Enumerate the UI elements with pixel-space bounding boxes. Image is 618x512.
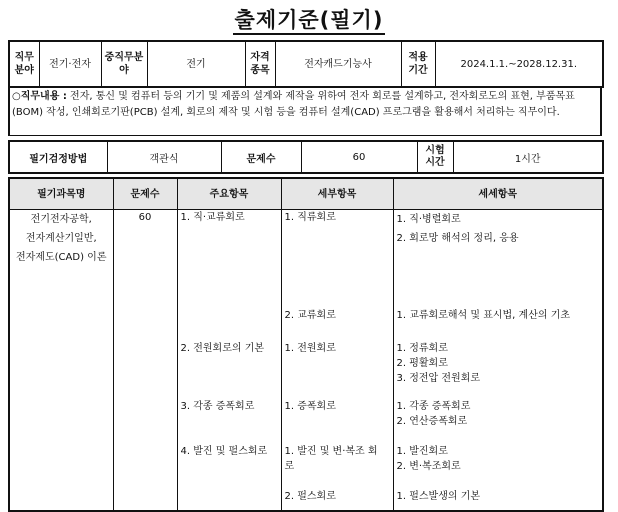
duty-label: ○직무내용 : (12, 91, 67, 102)
method-value: 객관식 (107, 141, 221, 173)
question-count: 60 (138, 212, 152, 223)
sub-item: 1. 직·병렬회로 2. 회로망 해석의 정리, 응용 (396, 214, 519, 244)
method-label: 필기검정방법 (9, 141, 107, 173)
subfield-value: 전기 (147, 41, 245, 87)
detail-item: 1. 증폭회로 (284, 401, 336, 412)
duty-description (8, 88, 602, 136)
detail-items-cell (281, 210, 393, 512)
table-row (9, 210, 603, 512)
sub-item: 1. 각종 증폭회로 2. 연산증폭회로 (396, 401, 471, 427)
cert-value: 전자캐드기능사 (275, 41, 401, 87)
header-count: 문제수 (113, 178, 177, 210)
sub-item: 1. 교류회로해석 및 표시법, 계산의 기초 (396, 310, 571, 321)
detail-item: 1. 직류회로 (284, 212, 336, 223)
field-value: 전기·전자 (39, 41, 101, 87)
detail-item: 2. 교류회로 (284, 310, 336, 321)
subjects-table (8, 177, 604, 512)
period-label: 적용 기간 (401, 41, 435, 87)
time-value: 1시간 (453, 141, 603, 173)
info-table (8, 40, 604, 88)
main-item: 3. 각종 증폭회로 (180, 401, 255, 412)
header-detail-item: 세부항목 (281, 178, 393, 210)
header-sub-item: 세세항목 (393, 178, 603, 210)
detail-item: 2. 펄스회로 (284, 491, 336, 502)
count-value: 60 (301, 141, 417, 173)
period-value: 2024.1.1.~2028.12.31. (435, 41, 603, 87)
time-label: 시험 시간 (417, 141, 453, 173)
detail-item: 1. 전원회로 (284, 343, 336, 354)
count-label: 문제수 (221, 141, 301, 173)
sub-items-cell (393, 210, 603, 512)
duty-text: 전자, 통신 및 컴퓨터 등의 기기 및 제품의 설계와 제작을 위하여 전자 회로를 설계하고, 전자회로도의 표현, 부품목표(BOM) 작성, 인쇄회로기판(PCB) 설계, 회로의 제작 및 시험 등을 컴퓨터 설계(CAD) 프로그램을 활용해서 처리하는 직무이다. (12, 91, 575, 118)
subject-name-cell (9, 210, 113, 512)
page-title-text: 출제기준(필기) (233, 8, 386, 35)
header-subject: 필기과목명 (9, 178, 113, 210)
sub-item: 1. 발진회로 2. 변·복조회로 (396, 446, 461, 472)
question-count-cell (113, 210, 177, 512)
page-title (0, 4, 618, 34)
main-item: 4. 발진 및 펄스회로 (180, 446, 268, 457)
subject-name: 전기전자공학, 전자계산기일반, 전자제도(CAD) 이론 (16, 214, 107, 263)
subfield-label: 중직무분 야 (101, 41, 147, 87)
sub-item: 1. 펄스발생의 기본 (396, 491, 481, 502)
main-item: 2. 전원회로의 기본 (180, 343, 265, 354)
detail-item: 1. 발진 및 변·복조 회 로 (284, 446, 378, 472)
field-label: 직무 분야 (9, 41, 39, 87)
main-items-cell (177, 210, 281, 512)
cert-label: 자격 종목 (245, 41, 275, 87)
method-table (8, 140, 604, 174)
main-item: 1. 직·교류회로 (180, 212, 245, 223)
table-header-row (9, 178, 603, 210)
header-main-item: 주요항목 (177, 178, 281, 210)
sub-item: 1. 정류회로 2. 평활회로 3. 정전압 전원회로 (396, 343, 481, 384)
